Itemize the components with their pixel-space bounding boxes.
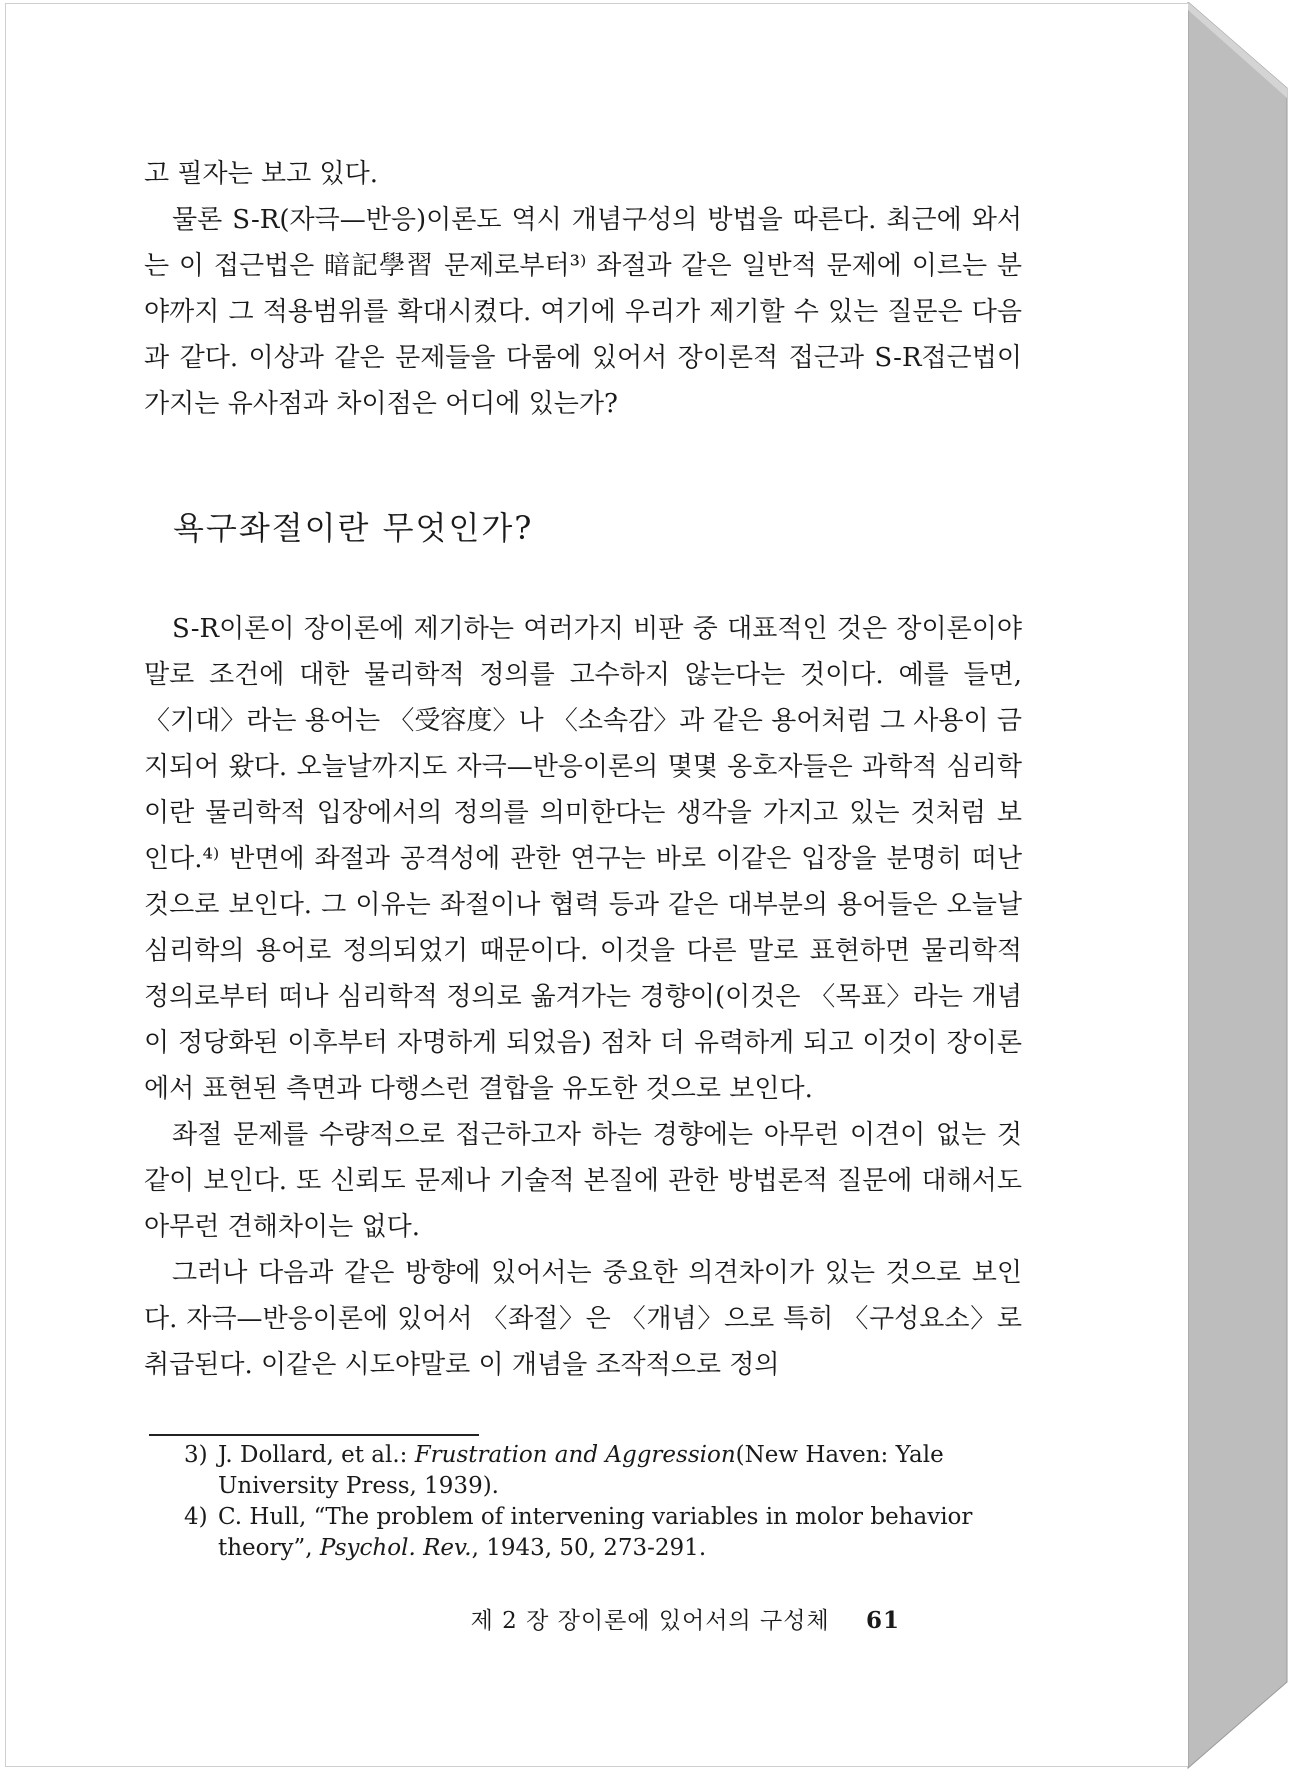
footnote-publication: (New Haven: Yale University Press, 1939). [218, 1442, 944, 1499]
footnote-number: 4) [184, 1504, 208, 1530]
section-heading: 욕구좌절이란 무엇인가? [173, 509, 534, 547]
footnote-divider [149, 1434, 479, 1436]
page-number: 61 [865, 1607, 900, 1634]
footnote-4 [184, 1502, 1034, 1564]
intro-paragraph-1: 고 필자는 보고 있다. [144, 159, 378, 189]
footnotes [184, 1440, 1034, 1564]
footnote-number: 3) [184, 1442, 208, 1468]
intro-text [144, 151, 1022, 427]
body-paragraph-1: S-R이론이 장이론에 제기하는 여러가지 비판 중 대표적인 것은 장이론이야말로 조건에 대한 물리학적 정의를 고수하지 않는다는 것이다. 예를 들면, 〈기대〉라는 용어는 〈受容度〉나 〈소속감〉과 같은 용어처럼 그 사용이 금지되어 왔다. 오늘날까지도 자극—반응이론의 몇몇 옹호자들은 과학적 심리학이란 물리학적 입장에서의 정의를 의미한다는 생각을 가지고 있는 것처럼 보인다.⁴⁾ 반면에 좌절과 공격성에 관한 연구는 바로 이같은 입장을 분명히 떠난 것으로 보인다. 그 이유는 좌절이나 협력 등과 같은 대부분의 용어들은 오늘날 심리학의 용어로 정의되었기 때문이다. 이것을 다른 말로 표현하면 물리학적 정의로부터 떠나 심리학적 정의로 옮겨가는 경향이(이것은 〈목표〉라는 개념이 정당화된 이후부터 자명하게 되었음) 점차 더 유력하게 되고 이것이 장이론에서 표현된 측면과 다행스런 결합을 유도한 것으로 보인다. [144, 614, 1022, 1104]
body-paragraph-2: 좌절 문제를 수량적으로 접근하고자 하는 경향에는 아무런 이견이 없는 것 같이 보인다. 또 신뢰도 문제나 기술적 본질에 관한 방법론적 질문에 대해서도 아무런 견해차이는 없다. [144, 1120, 1022, 1242]
footer-title: 장이론에 있어서의 구성체 [557, 1608, 830, 1634]
footnote-3 [184, 1440, 1034, 1502]
footer-chapter: 제 2 장 [470, 1608, 550, 1634]
book-page [5, 3, 1188, 1767]
footnote-book-title: Frustration and Aggression [414, 1442, 736, 1468]
footnote-author: C. Hull, [218, 1504, 307, 1530]
footnote-journal: Psychol. Rev. [319, 1535, 472, 1561]
footnote-publication: , 1943, 50, 273-291. [471, 1535, 707, 1561]
running-footer [471, 1602, 900, 1635]
intro-paragraph-2: 물론 S-R(자극—반응)이론도 역시 개념구성의 방법을 따른다. 최근에 와서는 이 접근법은 暗記學習 문제로부터³⁾ 좌절과 같은 일반적 문제에 이르는 분야까지 그 적용범위를 확대시켰다. 여기에 우리가 제기할 수 있는 질문은 다음과 같다. 이상과 같은 문제들을 다룸에 있어서 장이론적 접근과 S-R접근법이 가지는 유사점과 차이점은 어디에 있는가? [144, 205, 1022, 419]
footnote-author: J. Dollard, et al.: [218, 1442, 408, 1468]
body-text [144, 606, 1022, 1388]
footnote-article-title: “The problem of intervening variables in molor behavior theory”, [218, 1504, 973, 1561]
body-paragraph-3: 그러나 다음과 같은 방향에 있어서는 중요한 의견차이가 있는 것으로 보인다. 자극—반응이론에 있어서 〈좌절〉은 〈개념〉으로 특히 〈구성요소〉로 취급된다. 이같은 시도야말로 이 개념을 조작적으로 정의 [144, 1258, 1022, 1380]
